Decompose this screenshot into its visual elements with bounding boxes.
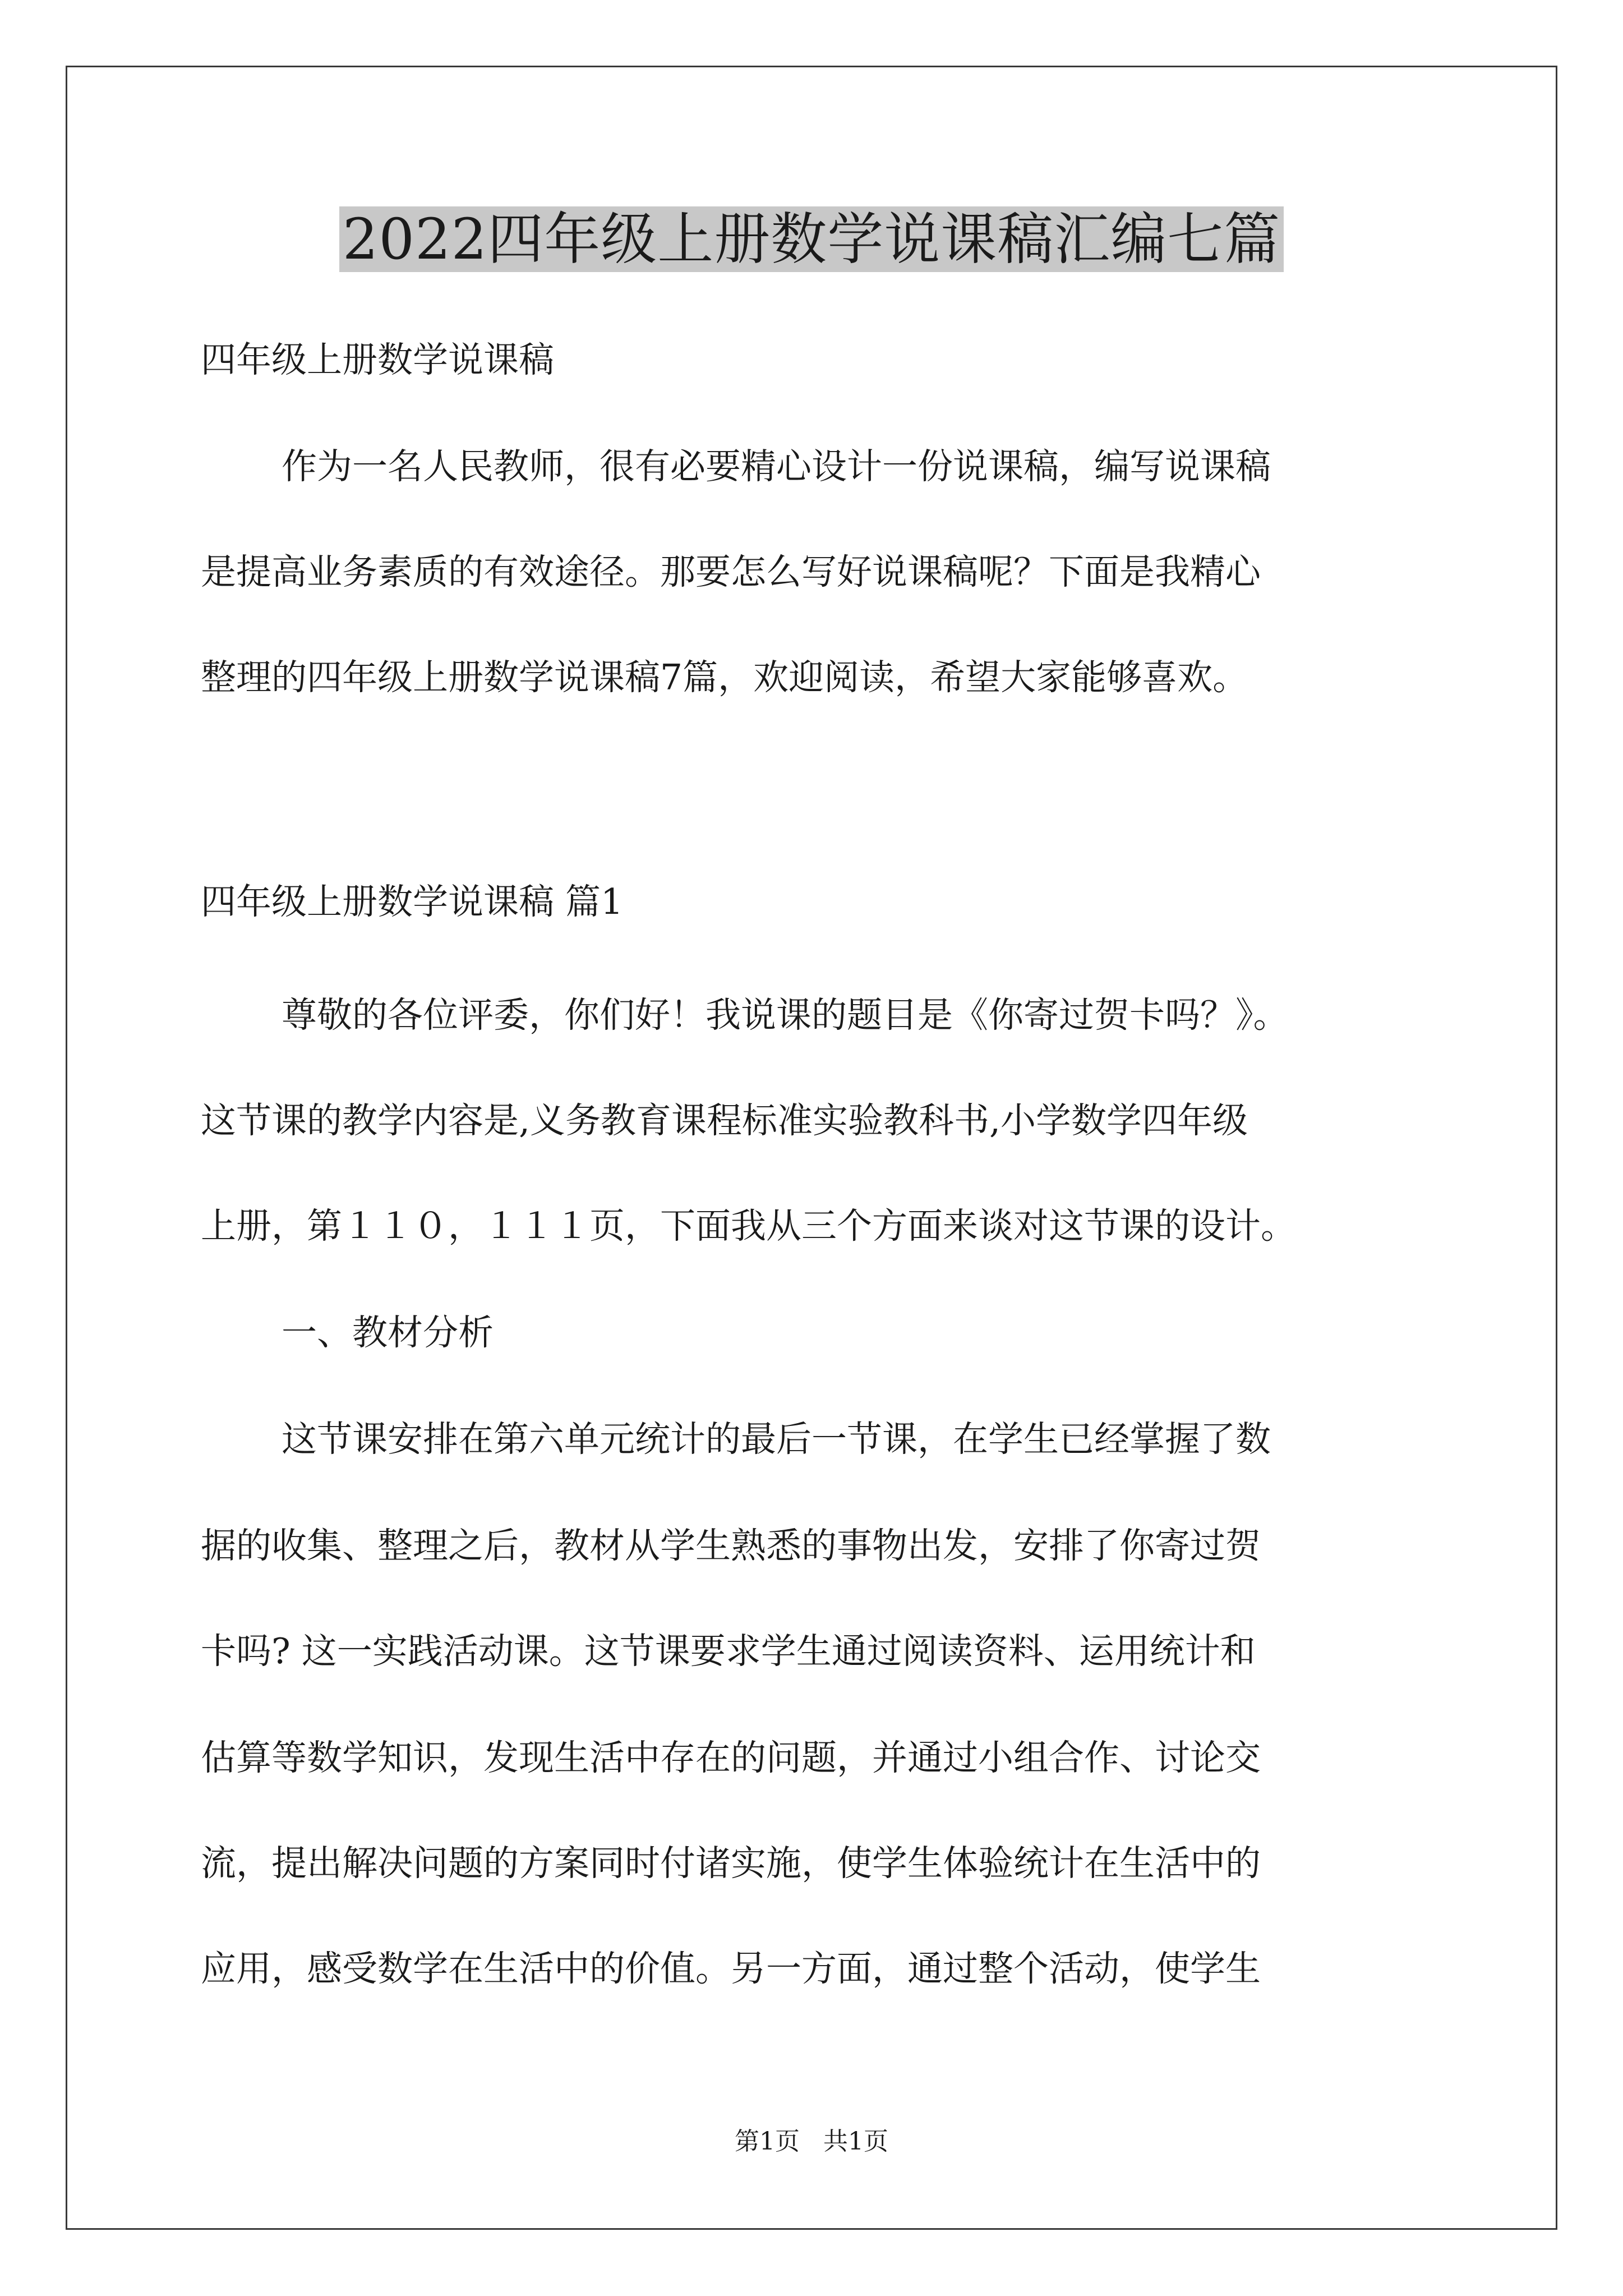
- page-number: 第1页 共1页: [735, 2127, 888, 2156]
- paragraph-line: 这节课安排在第六单元统计的最后一节课，在学生已经掌握了数: [282, 1419, 1271, 1460]
- paragraph-line: 据的收集、整理之后，教材从学生熟悉的事物出发，安排了你寄过贺: [201, 1525, 1261, 1566]
- paragraph-line: 整理的四年级上册数学说课稿7篇，欢迎阅读，希望大家能够喜欢。: [201, 657, 1248, 698]
- paragraph-line: 应用，感受数学在生活中的价值。另一方面，通过整个活动，使学生: [201, 1948, 1261, 1989]
- paragraph-line: 作为一名人民教师，很有必要精心设计一份说课稿，编写说课稿: [282, 446, 1271, 487]
- document-title: [0, 197, 1623, 282]
- title-text: 2022四年级上册数学说课稿汇编七篇: [339, 206, 1284, 272]
- page-border: [66, 66, 1557, 2230]
- section-heading: 四年级上册数学说课稿: [201, 339, 554, 380]
- paragraph-line: 是提高业务素质的有效途径。那要怎么写好说课稿呢？下面是我精心: [201, 551, 1261, 592]
- paragraph-line: 上册，第１１０，１１１页，下面我从三个方面来谈对这节课的设计。: [201, 1205, 1296, 1246]
- paragraph-line: 流，提出解决问题的方案同时付诸实施，使学生体验统计在生活中的: [201, 1843, 1261, 1884]
- section-heading: 四年级上册数学说课稿 篇1: [201, 881, 624, 922]
- paragraph-line: 估算等数学知识，发现生活中存在的问题，并通过小组合作、讨论交: [201, 1737, 1261, 1778]
- subsection-heading: 一、教材分析: [282, 1312, 494, 1353]
- paragraph-line: 卡吗? 这一实践活动课。这节课要求学生通过阅读资料、运用统计和: [201, 1631, 1256, 1672]
- paragraph-line: 这节课的教学内容是,义务教育课程标准实验教科书,小学数学四年级: [201, 1100, 1248, 1141]
- paragraph-line: 尊敬的各位评委，你们好！我说课的题目是《你寄过贺卡吗？》。: [282, 995, 1289, 1036]
